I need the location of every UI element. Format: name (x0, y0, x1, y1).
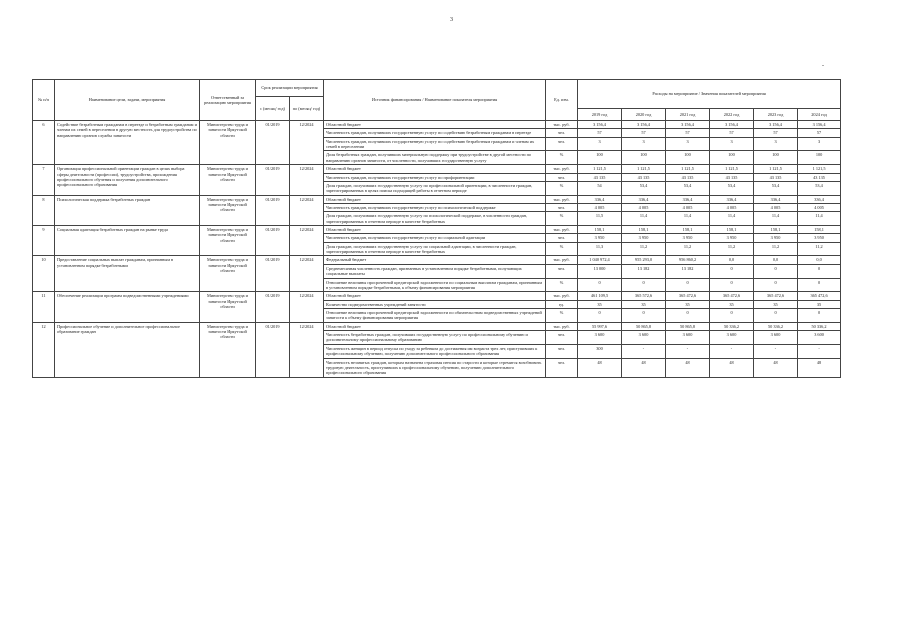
year-value: 3 950 (578, 234, 622, 242)
year-value: 11,4 (622, 212, 666, 226)
year-value: 461 109,5 (578, 292, 622, 300)
indicator-unit: тыс. руб. (546, 256, 578, 264)
year-value: 4 005 (754, 203, 798, 211)
measure-number: 12 (33, 322, 55, 377)
year-value: 3 950 (622, 234, 666, 242)
measure-number: 6 (33, 121, 55, 165)
year-value: 100 (578, 151, 622, 165)
year-value: 3 156,4 (578, 121, 622, 129)
measure-number: 7 (33, 165, 55, 195)
header-spend: Расходы на мероприятие / Значения показателей мероприятия (578, 80, 841, 109)
year-value: 0 (754, 278, 798, 292)
year-value: 48 (578, 358, 622, 377)
measure-start: 01/2019 (256, 195, 290, 225)
year-value: 53,4 (754, 181, 798, 195)
measure-end: 12/2024 (290, 195, 324, 225)
indicator-unit: % (546, 181, 578, 195)
year-value: 158,1 (666, 226, 710, 234)
year-value: 0 (666, 308, 710, 322)
year-value: 3 (578, 137, 622, 151)
year-value: 3 600 (710, 331, 754, 345)
table-row (33, 226, 841, 234)
year-value: 11,5 (578, 212, 622, 226)
year-value: 0 (622, 278, 666, 292)
header-to: по (месяц/ год) (290, 97, 324, 121)
indicator-unit: тыс. руб. (546, 322, 578, 330)
measure-responsible: Министерство труда и занятости Иркутской области (200, 195, 256, 225)
measure-responsible: Министерство труда и занятости Иркутской области (200, 121, 256, 165)
year-value: 0 (798, 278, 841, 292)
header-source: Источник финансирования / Наименование показателя мероприятия (324, 80, 546, 121)
year-value: 48 (710, 358, 754, 377)
year-value: 50 336,2 (798, 322, 841, 330)
measure-responsible: Министерство труда и занятости Иркутской области (200, 292, 256, 322)
year-value: 57 (578, 129, 622, 137)
indicator-name: Количество подведомственных учреждений занятости (324, 300, 546, 308)
year-value: 3 156,4 (754, 121, 798, 129)
indicator-name: Численность безработных граждан, получивших государственную услугу по профессиональному обучению и дополнительному профессиональному образованию (324, 331, 546, 345)
measure-responsible: Министерство труда и занятости Иркутской области (200, 256, 256, 292)
indicator-name: Численность женщин в период отпуска по уходу за ребенком до достижения им возраста трех лет, приступивших к профессиональному обучению, получению дополнительного профессионального образования (324, 344, 546, 358)
year-value: 100 (754, 151, 798, 165)
year-value: - (754, 344, 798, 358)
year-value: 43 135 (578, 173, 622, 181)
year-value: - (622, 344, 666, 358)
year-value: 50 865,8 (622, 322, 666, 330)
indicator-unit: тыс. руб. (546, 165, 578, 173)
year-value: 53,4 (622, 181, 666, 195)
measure-name: Профессиональное обучение и дополнительное профессиональное образование граждан (55, 322, 200, 377)
table-row (33, 195, 841, 203)
year-value: 3 950 (754, 234, 798, 242)
measure-start: 01/2019 (256, 226, 290, 256)
year-value: 4 005 (710, 203, 754, 211)
indicator-unit: чел. (546, 358, 578, 377)
indicator-name: Численность граждан, получивших государственную услугу по психологической поддержке (324, 203, 546, 211)
header-resp: Ответственный за реализацию мероприятия (200, 80, 256, 121)
indicator-name: Областной бюджет (324, 121, 546, 129)
year-value: 4 005 (578, 203, 622, 211)
measure-name: Предоставление социальных выплат гражданам, признанным в установленном порядке безработными (55, 256, 200, 292)
year-value: 35 (578, 300, 622, 308)
year-value: 53,4 (798, 181, 841, 195)
year-value: 3 156,4 (666, 121, 710, 129)
year-value: 0,0 (710, 256, 754, 264)
year-value: 336,4 (622, 195, 666, 203)
year-value: 3 (622, 137, 666, 151)
year-value: 57 (622, 129, 666, 137)
year-value: 0 (710, 264, 754, 278)
indicator-name: Численность граждан, получивших государственную услугу по содействию безработным гражданам в переезде (324, 129, 546, 137)
year-value: 0 (622, 308, 666, 322)
indicator-name: Областной бюджет (324, 165, 546, 173)
year-value: 0 (798, 264, 841, 278)
measure-responsible: Министерство труда и занятости Иркутской области (200, 322, 256, 377)
year-value: 1 121,5 (754, 165, 798, 173)
year-value: 43 135 (754, 173, 798, 181)
measure-responsible: Министерство труда и занятости Иркутской области (200, 226, 256, 256)
year-value: 1 121,5 (622, 165, 666, 173)
year-value: 1 121,5 (798, 165, 841, 173)
indicator-name: Численность незанятых граждан, которым назначена страховая пенсия по старости и которые стремятся возобновить трудовую деятельность, приступивших к профессиональному обучению, получению дополнительного профессионального образования (324, 358, 546, 377)
year-value: 100 (622, 151, 666, 165)
year-value: 11,2 (622, 242, 666, 256)
indicator-unit: чел. (546, 264, 578, 278)
year-value: 35 (798, 300, 841, 308)
year-value: 365 572,6 (622, 292, 666, 300)
measure-number: 10 (33, 256, 55, 292)
measure-end: 12/2024 (290, 322, 324, 377)
header-year: 2024 год (798, 109, 841, 121)
year-value: 11,4 (666, 212, 710, 226)
year-value: 11,4 (798, 212, 841, 226)
header-period: Срок реализации мероприятия (256, 80, 324, 97)
year-value: 336,4 (798, 195, 841, 203)
measure-name: Психологическая поддержка безработных граждан (55, 195, 200, 225)
indicator-name: Среднемесячная численность граждан, признанных в установленном порядке безработными, получающих социальные выплаты (324, 264, 546, 278)
year-value: 3 156,4 (622, 121, 666, 129)
indicator-unit: тыс. руб. (546, 226, 578, 234)
year-value: 0 (578, 278, 622, 292)
indicator-name: Численность граждан, получивших государственную услугу по содействию безработным гражданам и членам их семей в переселении (324, 137, 546, 151)
header-year: 2020 год (622, 109, 666, 121)
indicator-unit: % (546, 308, 578, 322)
indicator-name: Численность граждан, получивших государственную услугу по социальной адаптации (324, 234, 546, 242)
measure-start: 01/2019 (256, 256, 290, 292)
measure-start: 01/2019 (256, 322, 290, 377)
measure-name: Социальная адаптация безработных граждан на рынке труда (55, 226, 200, 256)
year-value: 11,2 (754, 242, 798, 256)
year-value: 48 (754, 358, 798, 377)
measure-end: 12/2024 (290, 256, 324, 292)
year-value: 35 (754, 300, 798, 308)
indicator-name: Численность граждан, получивших государственную услугу по профориентации (324, 173, 546, 181)
indicator-unit: тыс. руб. (546, 292, 578, 300)
year-value: 3 156,4 (710, 121, 754, 129)
table-row (33, 256, 841, 264)
indicator-name: Областной бюджет (324, 322, 546, 330)
measure-name: Обеспечение реализации программ подведомственными учреждениями (55, 292, 200, 322)
year-value: 3 600 (578, 331, 622, 345)
year-value: 365 472,6 (666, 292, 710, 300)
year-value: - (710, 344, 754, 358)
header-unit: Ед. изм. (546, 80, 578, 121)
measure-end: 12/2024 (290, 292, 324, 322)
year-value: 13 000 (578, 264, 622, 278)
indicator-unit: чел. (546, 173, 578, 181)
indicator-unit: тыс. руб. (546, 121, 578, 129)
year-value: 158,1 (798, 226, 841, 234)
year-value: 100 (666, 151, 710, 165)
year-value: 0 (754, 308, 798, 322)
year-value: 100 (710, 151, 754, 165)
year-value: - (666, 344, 710, 358)
indicator-name: Областной бюджет (324, 195, 546, 203)
year-value: 35 (622, 300, 666, 308)
header-year: 2022 год (710, 109, 754, 121)
measure-name: Организация профессиональной ориентации граждан в целях выбора сферы деятельности (профессии), трудоустройства, прохождения профессионального обучения и получения дополнительного профессионального образования (55, 165, 200, 195)
year-value: 0 (710, 308, 754, 322)
year-value: 57 (710, 129, 754, 137)
header-num: № п/п (33, 80, 55, 121)
year-value: 3 (754, 137, 798, 151)
year-value: 35 (666, 300, 710, 308)
year-value: 3 600 (666, 331, 710, 345)
corner-mark: - (822, 63, 824, 69)
indicator-name: Доля граждан, получивших государственную услугу по социальной адаптации, в численности граждан, зарегистрированных в отчетном периоде в качестве безработных (324, 242, 546, 256)
year-value: 57 (666, 129, 710, 137)
year-value: 336,4 (754, 195, 798, 203)
year-value: 50 865,8 (666, 322, 710, 330)
year-value: 0 (710, 278, 754, 292)
year-value: 3 950 (710, 234, 754, 242)
year-value: 57 (754, 129, 798, 137)
year-value: 300 (578, 344, 622, 358)
indicator-unit: чел. (546, 331, 578, 345)
indicator-unit: % (546, 278, 578, 292)
indicator-unit: % (546, 242, 578, 256)
table-row (33, 165, 841, 173)
year-value: 3 600 (754, 331, 798, 345)
table-row (33, 121, 841, 129)
indicator-name: Федеральный бюджет (324, 256, 546, 264)
table-row (33, 322, 841, 330)
year-value: 3 (710, 137, 754, 151)
measure-start: 01/2019 (256, 165, 290, 195)
indicator-unit: % (546, 151, 578, 165)
measure-start: 01/2019 (256, 121, 290, 165)
header-from: с (месяц/ год) (256, 97, 290, 121)
year-value: 3 156,4 (798, 121, 841, 129)
year-value: 43 135 (666, 173, 710, 181)
measure-end: 12/2024 (290, 226, 324, 256)
table-row (33, 292, 841, 300)
indicator-name: Отношение величины просроченной кредиторской задолженности по социальным выплатам гражданам, признанным в установленном порядке безработными, к объему финансирования мероприятия (324, 278, 546, 292)
year-value: 50 336,2 (710, 322, 754, 330)
year-value: 57 (798, 129, 841, 137)
header-year: 2023 год (754, 109, 798, 121)
year-value: 1 121,5 (666, 165, 710, 173)
year-value: 1 121,5 (710, 165, 754, 173)
indicator-unit: тыс. руб. (546, 195, 578, 203)
year-value: 1 040 972,4 (578, 256, 622, 264)
year-value: 158,1 (754, 226, 798, 234)
measures-table (32, 79, 841, 378)
year-value: 11,4 (754, 212, 798, 226)
indicator-unit: % (546, 212, 578, 226)
year-value: 43 135 (622, 173, 666, 181)
indicator-unit: чел. (546, 234, 578, 242)
year-value: 3 (798, 137, 841, 151)
year-value: 48 (622, 358, 666, 377)
year-value: 1 121,5 (578, 165, 622, 173)
year-value: 4 005 (666, 203, 710, 211)
table-body (33, 121, 841, 378)
year-value: 365 472,6 (710, 292, 754, 300)
indicator-name: Доля граждан, получивших государственную услугу по психологической поддержке, в численности граждан, зарегистрированных в отчетном периоде в качестве безработных (324, 212, 546, 226)
indicator-unit: чел. (546, 203, 578, 211)
year-value: 43 135 (798, 173, 841, 181)
year-value: 0 (578, 308, 622, 322)
indicator-unit: чел. (546, 129, 578, 137)
year-value: 55 997,6 (578, 322, 622, 330)
year-value: 0 (666, 278, 710, 292)
measure-end: 12/2024 (290, 121, 324, 165)
year-value: 13 182 (622, 264, 666, 278)
header-year: 2019 год (578, 109, 622, 121)
indicator-name: Отношение величины просроченной кредиторской задолженности по обязательствам подведомственных учреждений занятости к объему финансирования мероприятия (324, 308, 546, 322)
year-value: 13 182 (666, 264, 710, 278)
year-value: 3 950 (666, 234, 710, 242)
year-value: 158,1 (578, 226, 622, 234)
year-value: 365 472,6 (754, 292, 798, 300)
year-value: 53,4 (710, 181, 754, 195)
indicator-unit: чел. (546, 137, 578, 151)
measure-responsible: Министерство труда и занятости Иркутской области (200, 165, 256, 195)
year-value: 0 (798, 308, 841, 322)
year-value: 0 (754, 264, 798, 278)
year-value: 48 (798, 358, 841, 377)
year-value: 48 (666, 358, 710, 377)
year-value: 11,4 (710, 212, 754, 226)
measure-start: 01/2019 (256, 292, 290, 322)
year-value: 3 950 (798, 234, 841, 242)
measure-number: 11 (33, 292, 55, 322)
indicator-name: Областной бюджет (324, 292, 546, 300)
header-year: 2021 год (666, 109, 710, 121)
year-value: 4 005 (798, 203, 841, 211)
year-value: 0,0 (798, 256, 841, 264)
measure-name: Содействие безработным гражданам в переезде и безработным гражданам и членам их семей в переселении в другую местность для трудоустройства по направлению органов службы занятости (55, 121, 200, 165)
indicator-name: Доля граждан, получивших государственную услугу по профессиональной ориентации, в численности граждан, зарегистрированных в целях поиска подходящей работы в отчетном периоде (324, 181, 546, 195)
year-value: 955 293,0 (622, 256, 666, 264)
year-value: 3 (666, 137, 710, 151)
year-value: 50 336,2 (754, 322, 798, 330)
year-value: 11,2 (798, 242, 841, 256)
year-value: 53,4 (666, 181, 710, 195)
year-value: 336,4 (710, 195, 754, 203)
year-value: 3 600 (622, 331, 666, 345)
year-value: 100 (798, 151, 841, 165)
indicator-unit: чел. (546, 344, 578, 358)
year-value: 336,4 (578, 195, 622, 203)
page-number: 3 (450, 17, 453, 23)
year-value: 43 135 (710, 173, 754, 181)
year-value: 0,0 (754, 256, 798, 264)
year-value: 158,1 (710, 226, 754, 234)
year-value: 11,3 (578, 242, 622, 256)
measure-number: 8 (33, 195, 55, 225)
year-value: 35 (710, 300, 754, 308)
indicator-name: Доля безработных граждан, получивших материальную поддержку при трудоустройстве в другой местности по направлению органов занятости, от численности, получивших государственную услугу (324, 151, 546, 165)
year-value: 11,2 (666, 242, 710, 256)
year-value: 365 472,6 (798, 292, 841, 300)
year-value: 54 (578, 181, 622, 195)
year-value: 3 600 (798, 331, 841, 345)
measure-end: 12/2024 (290, 165, 324, 195)
year-value: 11,2 (710, 242, 754, 256)
year-value: - (798, 344, 841, 358)
indicator-unit: ед. (546, 300, 578, 308)
year-value: 956 860,2 (666, 256, 710, 264)
indicator-name: Областной бюджет (324, 226, 546, 234)
measure-number: 9 (33, 226, 55, 256)
year-value: 158,1 (622, 226, 666, 234)
year-value: 4 005 (622, 203, 666, 211)
header-name: Наименование цели, задачи, мероприятия (55, 80, 200, 121)
year-value: 336,4 (666, 195, 710, 203)
